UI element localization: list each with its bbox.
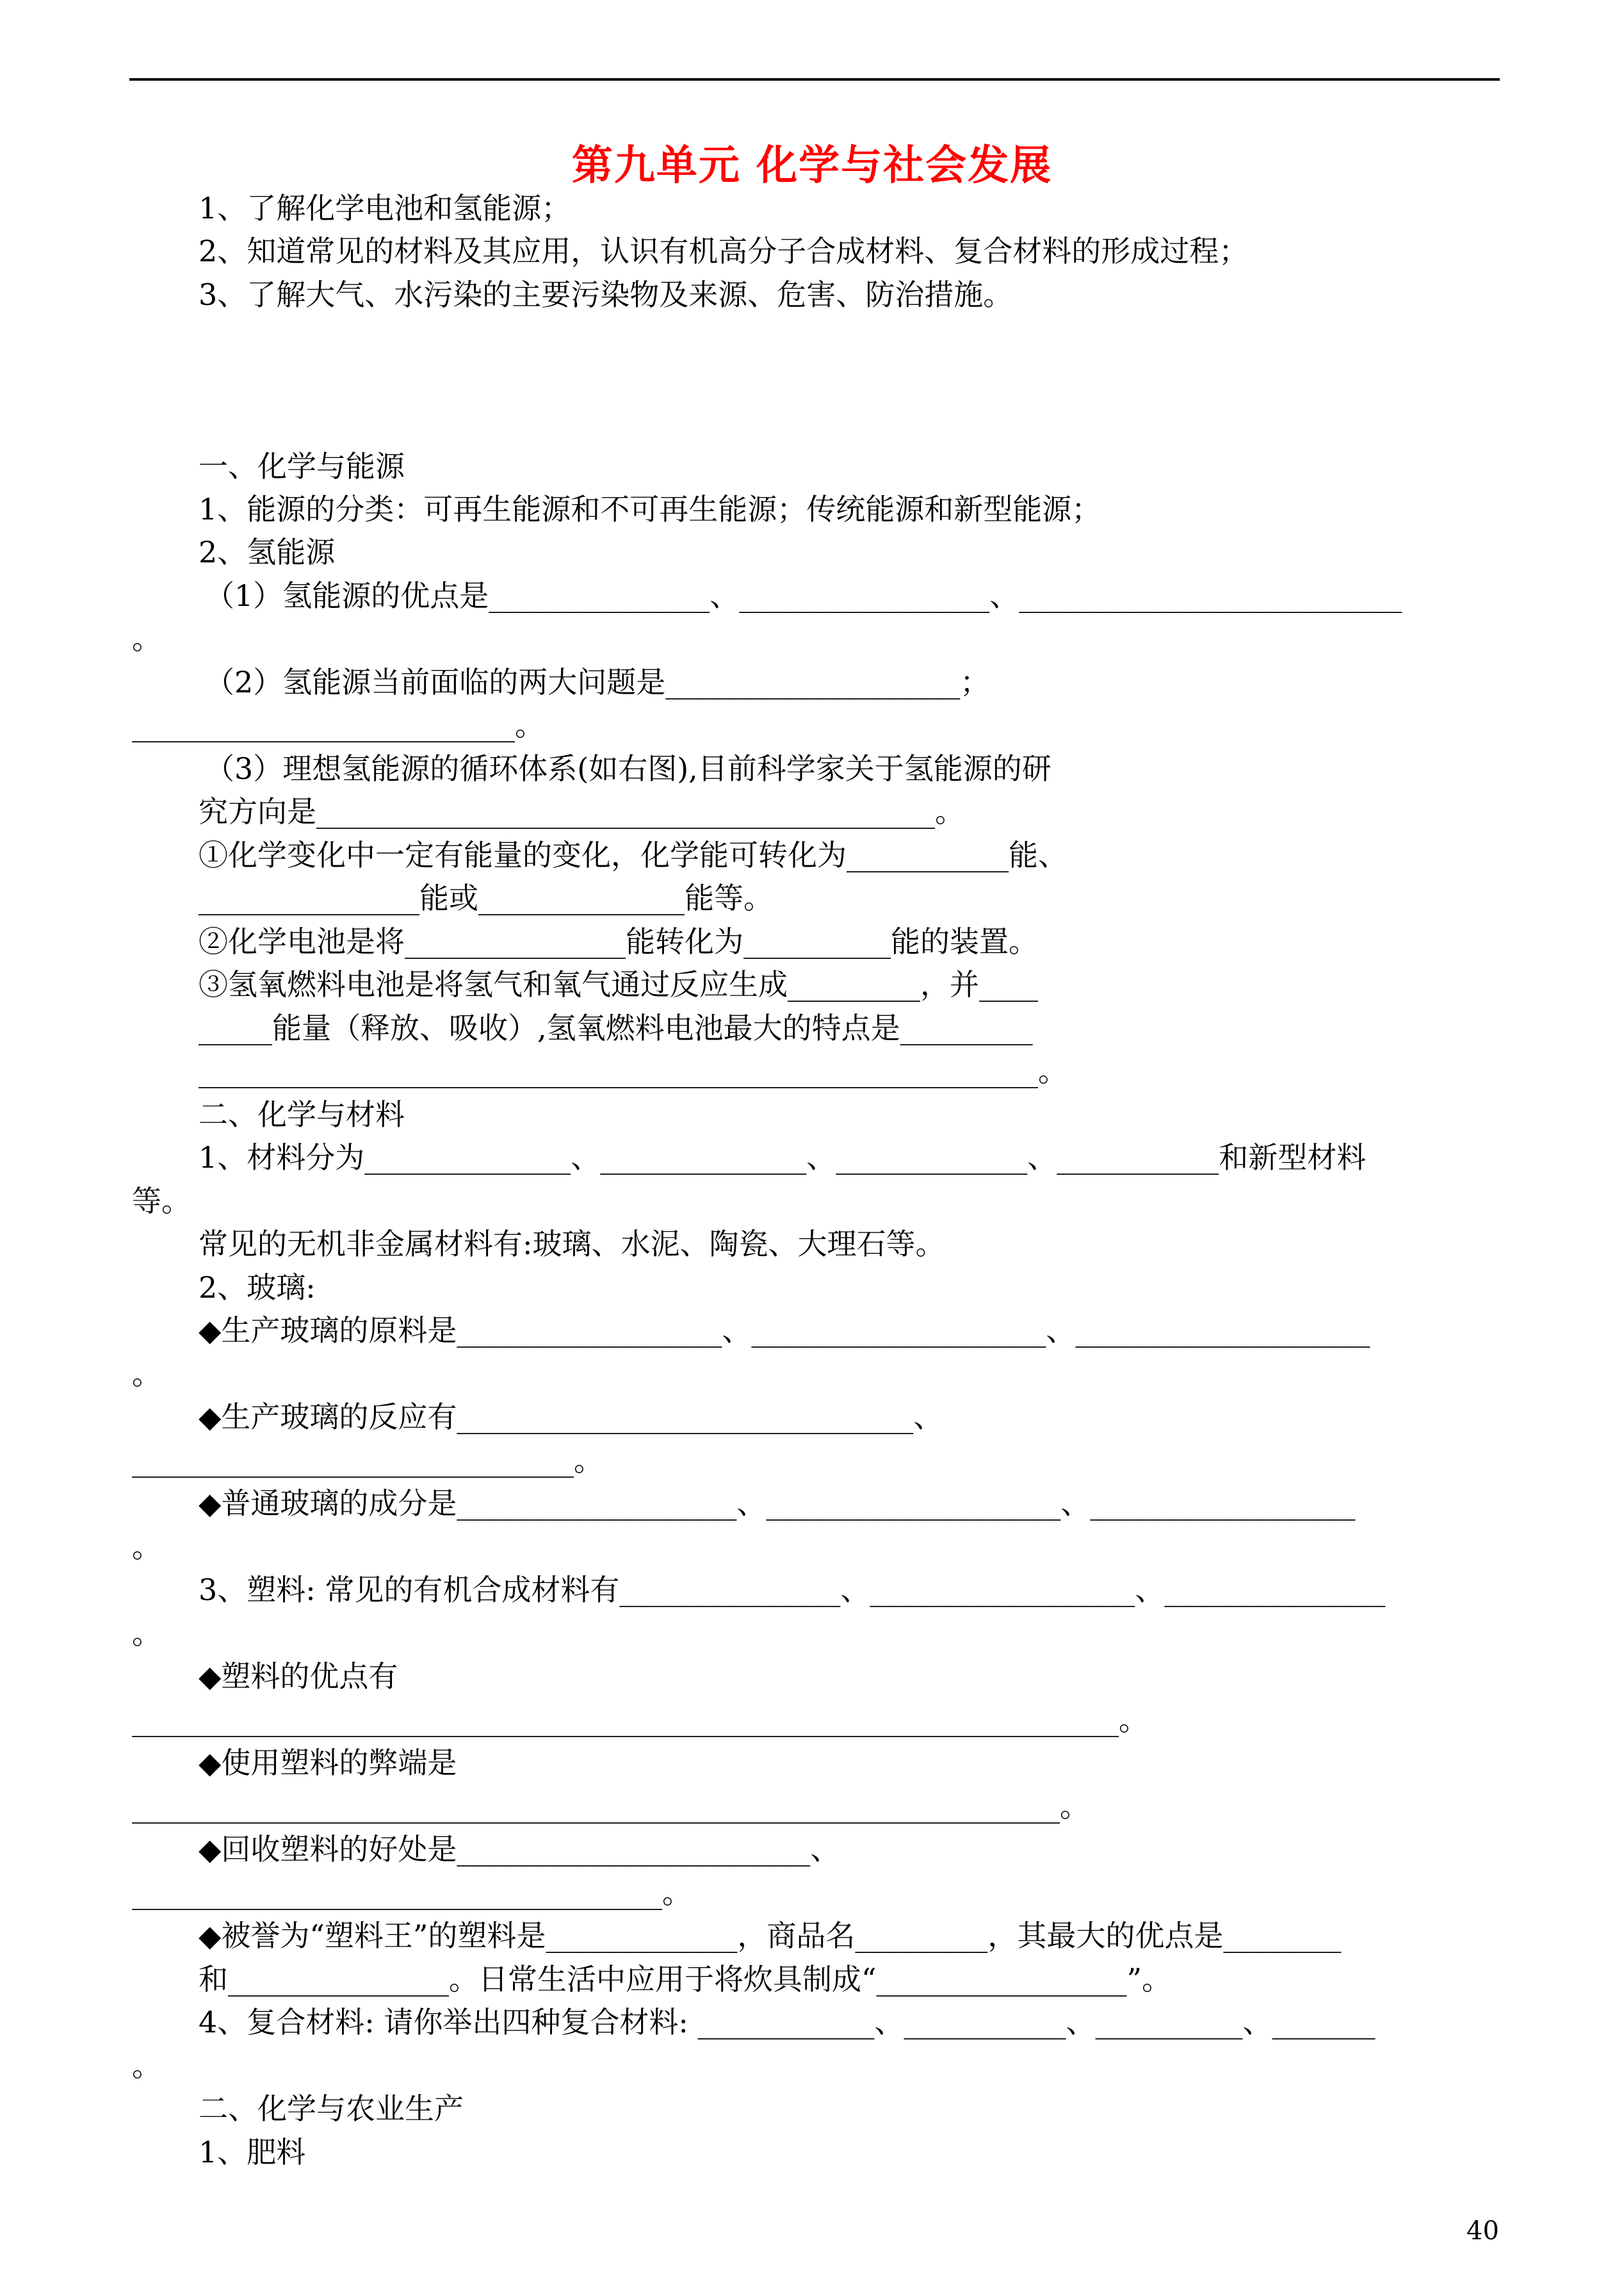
fill-blank-line: ____________________________________。 <box>132 1875 692 1910</box>
fill-blank-line: 4、复合材料: 请你举出四种复合材料: ____________、___________、__________、_______ <box>199 2005 1376 2039</box>
fill-blank-line: 。 <box>132 1357 161 1391</box>
text-line: 1、肥料 <box>199 2135 306 2169</box>
fill-blank-line: __________________________。 <box>132 708 544 742</box>
fill-blank-line: 和_______________。日常生活中应用于将炊具制成“_________________”。 <box>199 1962 1172 1997</box>
fill-blank-line: _________________________________________________________。 <box>199 1054 1068 1088</box>
fill-blank-line: 。 <box>132 621 161 656</box>
section-heading: 一、化学与能源 <box>199 449 405 484</box>
objective-line: 3、了解大气、水污染的主要污染物及来源、危害、防治措施。 <box>199 277 1013 312</box>
text-line: 1、能源的分类：可再生能源和不可再生能源；传统能源和新型能源； <box>199 492 1101 527</box>
objective-line: 1、了解化学电池和氢能源； <box>199 191 571 225</box>
text-line: 2、氢能源 <box>199 535 336 569</box>
fill-blank-line: （1）氢能源的优点是_______________、_________________、__________________________ <box>205 578 1402 613</box>
fill-blank-line: _______________能或______________能等。 <box>199 881 773 915</box>
text-line: ◆塑料的优点有 <box>199 1659 398 1694</box>
fill-blank-line: ___________________________________________________________________。 <box>132 1703 1148 1737</box>
fill-blank-line: ①化学变化中一定有能量的变化，化学能可转化为___________能、 <box>199 838 1068 872</box>
objective-line: 2、知道常见的材料及其应用，认识有机高分子合成材料、复合材料的形成过程； <box>199 234 1249 268</box>
fill-blank-line: ◆回收塑料的好处是________________________、 <box>199 1832 840 1866</box>
header-rule <box>129 78 1500 81</box>
fill-blank-line: ②化学电池是将_______________能转化为__________能的装置。 <box>199 924 1038 959</box>
text-line: 2、玻璃: <box>199 1270 316 1305</box>
fill-blank-line: 1、材料分为______________、______________、_____________、___________和新型材料 <box>199 1140 1367 1175</box>
text-line: 常见的无机非金属材料有:玻璃、水泥、陶瓷、大理石等。 <box>199 1227 945 1261</box>
fill-blank-line: ◆普通玻璃的成分是___________________、____________________、__________________ <box>199 1486 1356 1521</box>
fill-blank-line: _______________________________________________________________。 <box>132 1789 1089 1824</box>
fill-blank-line: _____能量（释放、吸收）,氢氧燃料电池最大的特点是_________ <box>199 1011 1033 1045</box>
page-number: 40 <box>1466 2216 1499 2246</box>
fill-blank-line: ③氢氧燃料电池是将氢气和氧气通过反应生成_________，并____ <box>199 967 1038 1002</box>
fill-blank-line: 。 <box>132 1616 161 1651</box>
fill-blank-line: 。 <box>132 2048 161 2083</box>
fill-blank-line: 。 <box>132 1530 161 1564</box>
section-heading: 二、化学与材料 <box>199 1097 405 1132</box>
text-line: ◆使用塑料的弊端是 <box>199 1745 457 1780</box>
fill-blank-line: ◆被誉为“塑料王”的塑料是_____________，商品名_________，其最大的优点是________ <box>199 1918 1342 1953</box>
fill-blank-line: ◆生产玻璃的反应有_______________________________、 <box>199 1400 943 1434</box>
fill-blank-line: ______________________________。 <box>132 1443 603 1478</box>
fill-blank-line: ◆生产玻璃的原料是__________________、____________________、____________________ <box>199 1313 1370 1348</box>
section-heading: 二、化学与农业生产 <box>199 2091 464 2126</box>
unit-title: 第九单元 化学与社会发展 <box>571 142 1053 190</box>
fill-blank-line: （2）氢能源当前面临的两大问题是____________________； <box>205 665 990 699</box>
fill-blank-line: 3、塑料: 常见的有机合成材料有_______________、__________________、_______________ <box>199 1572 1386 1607</box>
text-line: （3）理想氢能源的循环体系(如右图),目前科学家关于氢能源的研 <box>205 751 1052 786</box>
text-line: 等。 <box>132 1184 191 1218</box>
fill-blank-line: 究方向是__________________________________________。 <box>199 794 964 829</box>
